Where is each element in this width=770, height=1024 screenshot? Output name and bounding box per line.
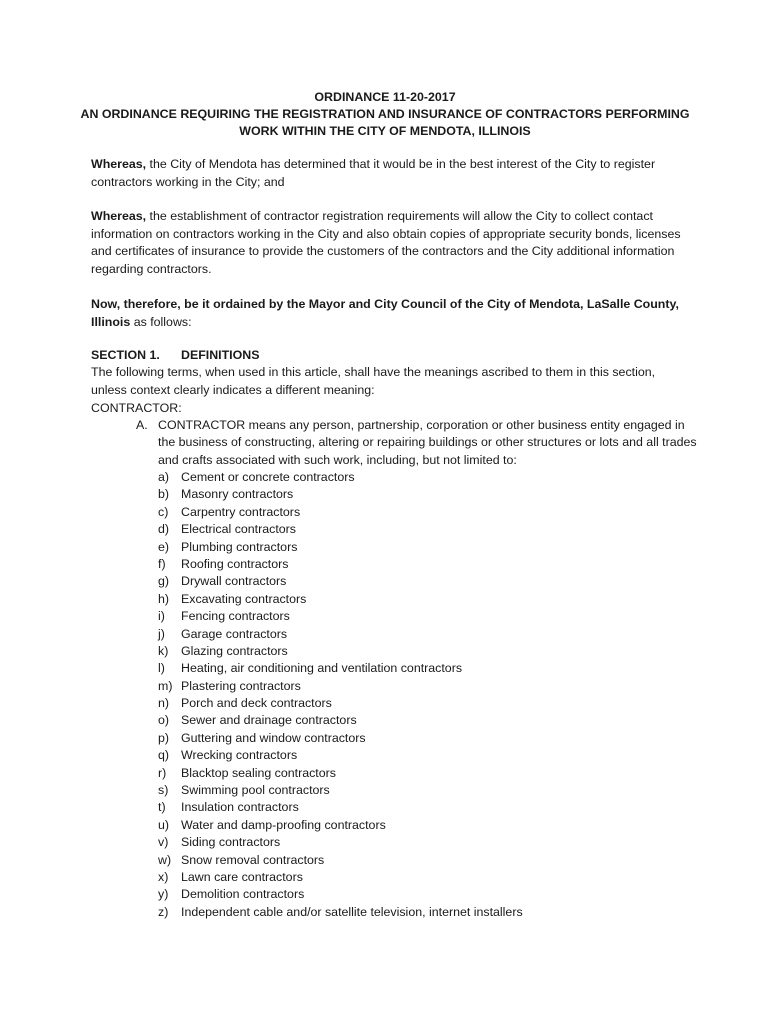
now-therefore-text: as follows: xyxy=(130,314,192,329)
whereas-lead: Whereas, xyxy=(91,157,147,171)
list-letter: g) xyxy=(158,574,170,589)
list-letter: k) xyxy=(158,643,169,658)
whereas-text: the City of Mendota has determined that it would be in the best interest of the City to register contractors working in the City; and xyxy=(91,157,656,189)
list-text: Carpentry contractors xyxy=(181,504,301,519)
list-item xyxy=(158,817,523,834)
list-text: Guttering and window contractors xyxy=(181,730,366,745)
list-item xyxy=(158,660,523,677)
list-letter: c) xyxy=(158,504,169,519)
list-item xyxy=(158,904,523,921)
list-text: Wrecking contractors xyxy=(181,748,298,763)
list-letter: h) xyxy=(158,591,170,606)
list-letter: y) xyxy=(158,887,169,902)
list-item xyxy=(158,834,523,851)
item-label: A. xyxy=(136,418,148,432)
list-text: Siding contractors xyxy=(181,835,281,850)
list-letter: b) xyxy=(158,487,170,502)
list-item xyxy=(158,712,523,729)
list-letter: z) xyxy=(158,904,169,919)
list-letter: u) xyxy=(158,817,170,832)
list-item xyxy=(158,765,523,782)
definition-term: CONTRACTOR: xyxy=(91,401,182,415)
list-item xyxy=(158,730,523,747)
list-text: Masonry contractors xyxy=(181,487,294,502)
whereas-lead: Whereas, xyxy=(91,209,147,223)
list-text: Independent cable and/or satellite television, internet installers xyxy=(181,904,523,919)
list-letter: m) xyxy=(158,678,173,693)
list-text: Demolition contractors xyxy=(181,887,305,902)
list-item xyxy=(158,521,523,538)
section-intro: The following terms, when used in this article, shall have the meanings ascribed to them in this section, unless context clearly indicates a different meaning: xyxy=(91,365,656,397)
ordinance-title-line-2: WORK WITHIN THE CITY OF MENDOTA, ILLINOIS xyxy=(239,124,531,138)
list-text: Excavating contractors xyxy=(181,591,307,606)
list-letter: a) xyxy=(158,470,170,484)
list-text: Water and damp-proofing contractors xyxy=(181,817,386,832)
list-text: Sewer and drainage contractors xyxy=(181,713,357,728)
list-text: Drywall contractors xyxy=(181,574,287,589)
list-item xyxy=(158,852,523,869)
list-letter: s) xyxy=(158,783,169,798)
list-letter: l) xyxy=(158,661,165,676)
list-item xyxy=(158,747,523,764)
list-letter: r) xyxy=(158,765,167,780)
list-letter: q) xyxy=(158,748,170,763)
section-title: DEFINITIONS xyxy=(181,348,260,362)
list-item xyxy=(158,469,523,486)
list-item xyxy=(158,573,523,590)
list-item xyxy=(158,678,523,695)
list-item xyxy=(158,486,523,503)
list-item xyxy=(158,608,523,625)
list-letter: t) xyxy=(158,800,166,815)
contractor-types-list xyxy=(158,469,523,921)
list-text: Insulation contractors xyxy=(181,800,299,815)
list-letter: p) xyxy=(158,730,170,745)
list-text: Electrical contractors xyxy=(181,522,296,537)
list-text: Garage contractors xyxy=(181,626,288,641)
section-number: SECTION 1. xyxy=(91,348,160,362)
ordinance-number: ORDINANCE 11-20-2017 xyxy=(314,90,456,104)
list-letter: j) xyxy=(158,626,165,641)
list-text: Roofing contractors xyxy=(181,556,289,571)
whereas-paragraph-1 xyxy=(91,156,691,191)
contractor-definition: CONTRACTOR means any person, partnership, corporation or other business entity engaged in the business of constructing, altering or repairing buildings or other structures or lots and all trades and crafts associated with such work, including, but not limited to: xyxy=(158,418,697,467)
list-letter: w) xyxy=(158,852,172,867)
now-therefore-lead: Now, therefore, be it ordained by the Mayor and City Council of the City of Mendota, LaSalle County, Illinois xyxy=(91,297,679,329)
ordinance-title-line-1: AN ORDINANCE REQUIRING THE REGISTRATION AND INSURANCE OF CONTRACTORS PERFORMING xyxy=(80,107,690,121)
list-letter: n) xyxy=(158,696,170,711)
list-text: Blacktop sealing contractors xyxy=(181,765,336,780)
list-item xyxy=(158,799,523,816)
list-text: Heating, air conditioning and ventilation contractors xyxy=(181,661,463,676)
list-text: Porch and deck contractors xyxy=(181,696,332,711)
list-letter: x) xyxy=(158,869,169,884)
list-text: Fencing contractors xyxy=(181,609,290,624)
list-letter: f) xyxy=(158,556,166,571)
list-item xyxy=(158,539,523,556)
list-item xyxy=(158,626,523,643)
list-item xyxy=(158,591,523,608)
list-letter: v) xyxy=(158,835,169,850)
list-text: Snow removal contractors xyxy=(181,852,325,867)
list-item xyxy=(158,556,523,573)
whereas-paragraph-2 xyxy=(91,208,691,278)
list-text: Swimming pool contractors xyxy=(181,783,330,798)
list-letter: i) xyxy=(158,609,165,624)
list-text: Plumbing contractors xyxy=(181,539,298,554)
list-text: Plastering contractors xyxy=(181,678,301,693)
list-item xyxy=(158,886,523,903)
whereas-text: the establishment of contractor registration requirements will allow the City to collect contact information on contractors working in the City and also obtain copies of appropriate security bonds, licenses and certificates of insurance to provide the customers of the contractors and the City additional information regarding contractors. xyxy=(91,209,681,276)
list-text: Cement or concrete contractors xyxy=(181,470,355,484)
list-item xyxy=(158,782,523,799)
list-item xyxy=(158,869,523,886)
list-text: Lawn care contractors xyxy=(181,869,303,884)
list-letter: d) xyxy=(158,522,170,537)
list-item xyxy=(158,695,523,712)
list-item xyxy=(158,504,523,521)
list-item xyxy=(158,643,523,660)
list-letter: e) xyxy=(158,539,170,554)
list-letter: o) xyxy=(158,713,170,728)
now-therefore-paragraph xyxy=(91,296,691,331)
list-text: Glazing contractors xyxy=(181,643,288,658)
